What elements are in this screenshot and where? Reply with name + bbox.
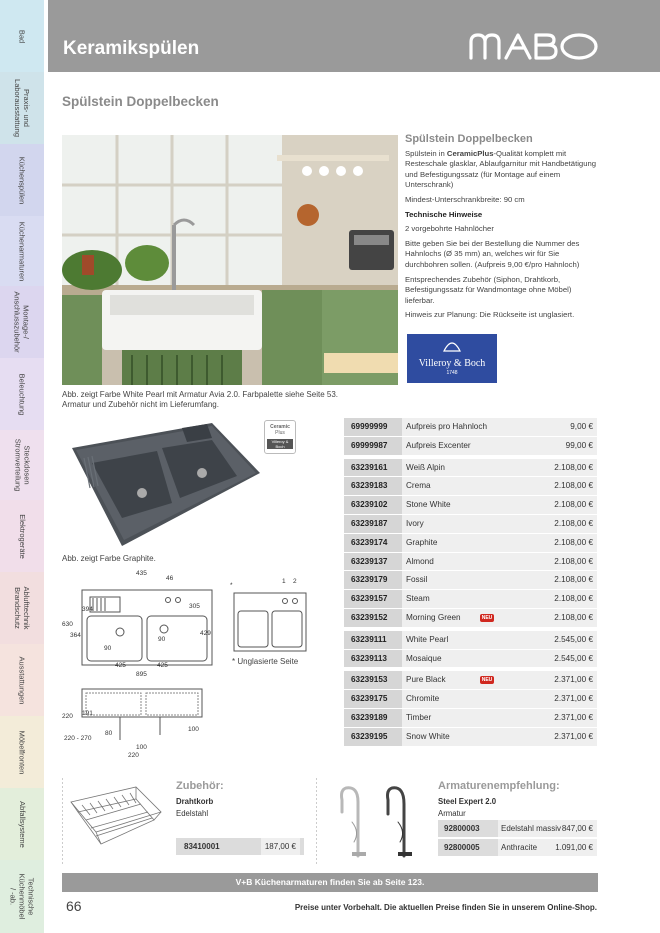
row-details (402, 631, 597, 649)
side-tab[interactable] (0, 216, 44, 286)
side-tabs (0, 0, 44, 933)
dim-label: 100 (188, 726, 199, 733)
table-row (344, 609, 597, 628)
table-row (344, 671, 597, 690)
article-number: 63239189 (344, 709, 402, 727)
technical-notes-title: Technische Hinweise (405, 209, 483, 219)
price: 2.108,00 € (554, 518, 593, 528)
faucet-number: 92800003 (444, 824, 480, 833)
color-name: Ivory (406, 518, 424, 528)
hole-label: 2 (293, 578, 297, 585)
table-row (344, 650, 597, 669)
dim-label: 46 (166, 575, 174, 582)
new-badge: NEU (481, 614, 493, 621)
new-badge: NEU (481, 677, 493, 684)
color-name: Aufpreis pro Hahnloch (406, 422, 488, 431)
article-number: 63239175 (344, 690, 402, 708)
dim-label: 90 (104, 645, 112, 652)
dim-label: 435 (136, 570, 147, 577)
price: 2.108,00 € (554, 594, 593, 604)
dim-label: 220 - 270 (64, 735, 92, 742)
table-row (344, 496, 597, 515)
side-tab-label: Abfallsysteme (17, 800, 27, 848)
price: 9,00 € (570, 422, 593, 431)
page-number: 66 (66, 898, 82, 914)
table-row (344, 631, 597, 650)
side-tab[interactable] (0, 358, 44, 430)
accessory-name: Drahtkorb (176, 797, 214, 806)
villeroy-boch-logo (407, 334, 497, 383)
photo-caption-line-2: Armatur und Zubehör nicht im Lieferumfang. (62, 400, 219, 409)
row-details (402, 709, 597, 727)
row-details (402, 496, 597, 514)
table-row (344, 690, 597, 709)
product-description (405, 134, 600, 325)
faucet-name: Steel Expert 2.0 (438, 797, 497, 806)
row-details (402, 477, 597, 495)
row-details (402, 571, 597, 589)
color-name: Weiß Alpin (406, 462, 445, 472)
dim-label: 80 (105, 730, 113, 737)
side-tab-label: Bad (17, 29, 27, 43)
accessory-number: 83410001 (184, 842, 220, 851)
color-name: Graphite (406, 537, 438, 547)
badge-line-3: Villeroy & Boch (267, 439, 293, 449)
side-tab[interactable] (0, 716, 44, 788)
dim-label: 191 (82, 710, 93, 717)
row-details (402, 534, 597, 552)
side-tab[interactable] (0, 860, 44, 933)
table-row (344, 709, 597, 728)
article-number: 63239153 (344, 671, 402, 689)
side-tab[interactable] (0, 286, 44, 358)
faucet-type: Armatur (438, 809, 466, 818)
dim-label: 394 (82, 606, 93, 613)
row-details (402, 515, 597, 533)
price: 2.545,00 € (554, 653, 593, 663)
faucet-variant: Edelstahl massiv (501, 824, 562, 833)
color-name: Timber (406, 712, 432, 722)
technical-drawing-holes (230, 575, 310, 655)
price: 2.108,00 € (554, 575, 593, 585)
dim-label: 220 (62, 713, 73, 720)
row-details (402, 418, 597, 436)
side-tab-label: Ablufttechnik Brandschutz (13, 586, 31, 630)
price: 2.371,00 € (554, 694, 593, 704)
mabo-logo (468, 30, 600, 62)
dim-label: 425 (115, 662, 126, 669)
row-details (402, 553, 597, 571)
price-table (344, 418, 597, 747)
table-row (344, 477, 597, 496)
price: 2.108,00 € (554, 612, 593, 622)
ceramicplus-badge (264, 420, 296, 454)
faucet-price: 847,00 € (561, 824, 593, 833)
vb-logo-text: Villeroy & Boch (418, 358, 486, 369)
side-tab[interactable] (0, 430, 44, 500)
dim-label: 895 (136, 671, 147, 678)
price: 2.108,00 € (554, 481, 593, 491)
photo-caption (62, 390, 338, 410)
side-tab-label: Technische Küchenmöbel / -ab. (8, 873, 36, 920)
faucet-price-row (438, 820, 597, 837)
side-tab-label: Elektrogeräte (17, 513, 27, 559)
faucet-images (336, 782, 426, 860)
table-row (344, 534, 597, 553)
dim-label: 305 (189, 603, 200, 610)
color-name: Stone White (406, 500, 451, 510)
article-number: 69999999 (344, 418, 402, 436)
side-tab[interactable] (0, 0, 44, 72)
hole-label: 1 (282, 578, 286, 585)
asterisk: * (230, 582, 233, 589)
article-number: 63239111 (344, 631, 402, 649)
article-number: 63239113 (344, 650, 402, 668)
faucet-section-title: Armaturenempfehlung: (438, 780, 560, 792)
row-details (402, 590, 597, 608)
technical-drawing-top (60, 566, 220, 681)
order-note: Bitte geben Sie bei der Bestellung die Nummer des Hahnlochs (Ø 35 mm) an, welches wir für Sie durchbohren sollen. (Aufpreis 9,00 €/pro Hahnloch) (405, 238, 580, 269)
description-intro: Spülstein in CeramicPlus-Qualität komplett mit Resteschale glasklar, Ablaufgarnitur mit Handbetätigung und Befestigungssatz (für Montage auf einem Unterschrank) (405, 148, 597, 190)
accessories-note: Entsprechendes Zubehör (Siphon, Drahtkorb, Befestigungssatz für Wandmontage ohne Möbel) lieferbar. (405, 274, 572, 305)
price: 2.108,00 € (554, 462, 593, 472)
color-name: Steam (406, 594, 430, 604)
side-tab[interactable] (0, 72, 44, 144)
article-number: 63239152 (344, 609, 402, 627)
tap-holes-note: 2 vorgebohrte Hahnlöcher (405, 224, 494, 234)
footer-banner: V+B Küchenarmaturen finden Sie ab Seite 123. (62, 873, 598, 892)
price-footnote: Preise unter Vorbehalt. Die aktuellen Preise finden Sie in unserem Online-Shop. (294, 903, 597, 912)
side-tab-label: Beleuchtung (17, 373, 27, 415)
article-number: 63239179 (344, 571, 402, 589)
dim-label: 220 (128, 752, 139, 759)
article-number: 63239187 (344, 515, 402, 533)
price: 2.371,00 € (554, 731, 593, 741)
sink-photo (62, 418, 342, 548)
side-tab[interactable] (0, 572, 44, 644)
price: 2.371,00 € (554, 675, 593, 685)
table-row (344, 571, 597, 590)
section-divider (62, 778, 63, 866)
color-name: Almond (406, 556, 434, 566)
dim-label: 100 (136, 744, 147, 751)
article-number: 63239195 (344, 728, 402, 746)
vb-emblem-icon (442, 339, 462, 353)
price: 2.108,00 € (554, 556, 593, 566)
wire-basket-image (66, 782, 166, 852)
color-name: Aufpreis Excenter (406, 440, 471, 450)
faucet-price: 1.091,00 € (555, 843, 593, 852)
article-number: 63239183 (344, 477, 402, 495)
side-tab-label: Praxis- und Laborausstattung (13, 79, 32, 137)
sink-caption: Abb. zeigt Farbe Graphite. (62, 554, 156, 563)
dim-label: 90 (158, 636, 166, 643)
table-row (344, 437, 597, 456)
row-details (402, 609, 597, 627)
row-details (402, 728, 597, 746)
article-number: 63239157 (344, 590, 402, 608)
color-name: Snow White (406, 731, 450, 741)
article-number: 63239102 (344, 496, 402, 514)
color-name: Chromite (406, 694, 440, 704)
color-name: White Pearl (406, 634, 449, 644)
unglazed-note: * Unglasierte Seite (232, 657, 299, 666)
row-details (402, 437, 597, 455)
price: 99,00 € (565, 440, 593, 450)
photo-caption-line-1: Abb. zeigt Farbe White Pearl mit Armatur Avia 2.0. Farbpalette siehe Seite 53. (62, 390, 338, 399)
dim-label: 630 (62, 621, 73, 628)
accessory-material: Edelstahl (176, 809, 209, 818)
article-number: 63239137 (344, 553, 402, 571)
planning-note: Hinweis zur Planung: Die Rückseite ist unglasiert. (405, 310, 575, 320)
min-cabinet-width: Mindest-Unterschrankbreite: 90 cm (405, 194, 525, 204)
description-title: Spülstein Doppelbecken (405, 133, 533, 145)
page-title: Keramikspülen (63, 38, 200, 59)
table-row (344, 728, 597, 747)
price: 2.371,00 € (554, 712, 593, 722)
row-details (402, 459, 597, 477)
price: 2.108,00 € (554, 500, 593, 510)
accessory-price-row (176, 838, 304, 855)
table-row (344, 418, 597, 437)
price: 2.545,00 € (554, 634, 593, 644)
technical-drawing-side (60, 685, 210, 760)
row-details (402, 671, 597, 689)
kitchen-photo (62, 135, 398, 385)
color-name: Mosaique (406, 653, 442, 663)
dim-label: 429 (200, 630, 211, 637)
side-tab-label: Steckdosen Stromverteilung (13, 438, 31, 492)
accessory-section-title: Zubehör: (176, 780, 224, 792)
side-tab-label: Ausstattungen (17, 656, 27, 704)
side-tab-label: Montage-/ Anschlusszubehör (13, 291, 31, 353)
faucet-number: 92800005 (444, 843, 480, 852)
article-number: 69999987 (344, 437, 402, 455)
article-number: 63239174 (344, 534, 402, 552)
side-tab[interactable] (0, 788, 44, 860)
article-number: 63239161 (344, 459, 402, 477)
color-name: Fossil (406, 575, 428, 585)
dim-label: 364 (70, 632, 81, 639)
section-divider (316, 778, 317, 866)
color-name: Pure Black (406, 675, 446, 685)
side-tab-label: Küchenspülen (17, 156, 27, 204)
vb-logo-year: 1748 (446, 370, 458, 376)
accessory-price: 187,00 € (261, 838, 300, 855)
table-row (344, 553, 597, 572)
color-name: Morning Green (406, 612, 461, 622)
color-name: Crema (406, 481, 431, 491)
faucet-price-row (438, 839, 597, 856)
faucet-variant: Anthracite (501, 843, 538, 852)
side-tab[interactable] (0, 144, 44, 216)
badge-line-2: Plus (275, 430, 285, 436)
badge-line-1: Ceramic (270, 424, 290, 430)
side-tab-label: Möbelfronten (17, 730, 27, 774)
side-tab[interactable] (0, 644, 44, 716)
product-subtitle: Spülstein Doppelbecken (62, 94, 219, 109)
table-row (344, 459, 597, 478)
table-row (344, 590, 597, 609)
dim-label: 425 (157, 662, 168, 669)
side-tab-label: Küchenarmaturen (17, 221, 27, 281)
row-details (402, 690, 597, 708)
table-row (344, 515, 597, 534)
price: 2.108,00 € (554, 537, 593, 547)
side-tab[interactable] (0, 500, 44, 572)
header-bar (48, 0, 660, 72)
row-details (402, 650, 597, 668)
